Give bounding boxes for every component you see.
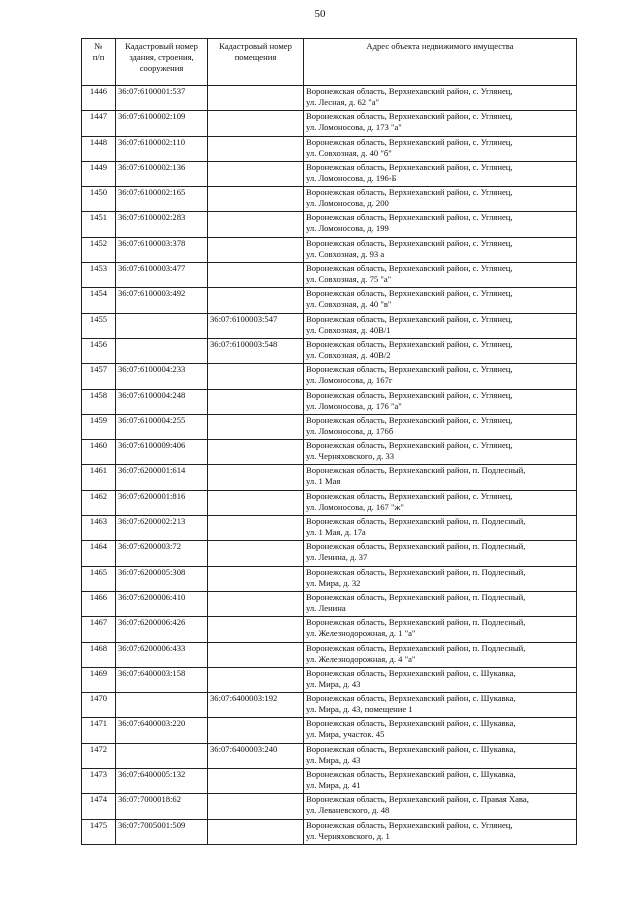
row-number-cell: 1475	[82, 819, 116, 844]
building-cadastral-cell: 36:07:6100004:248	[116, 389, 208, 414]
address-cell	[304, 111, 577, 136]
address-cell	[304, 161, 577, 186]
row-number-cell: 1474	[82, 794, 116, 819]
building-cadastral-cell: 36:07:6200001:614	[116, 465, 208, 490]
building-cadastral-cell: 36:07:6200006:426	[116, 617, 208, 642]
row-number-cell: 1466	[82, 591, 116, 616]
row-number-cell: 1459	[82, 414, 116, 439]
room-cadastral-cell: 36:07:6400003:192	[208, 693, 304, 718]
address-cell	[304, 794, 577, 819]
address-cell	[304, 541, 577, 566]
table-row	[82, 237, 577, 262]
header-address: Адрес объекта недвижимого имущества	[304, 39, 577, 86]
table-row	[82, 819, 577, 844]
table-row	[82, 389, 577, 414]
address-line-street: ул. Мира, д. 43	[306, 754, 361, 765]
row-number-cell: 1465	[82, 566, 116, 591]
row-number-cell: 1461	[82, 465, 116, 490]
row-number-cell: 1472	[82, 743, 116, 768]
row-number-cell: 1452	[82, 237, 116, 262]
room-cadastral-cell	[208, 288, 304, 313]
address-line-street: ул. Мира, д. 41	[306, 780, 361, 791]
table-row	[82, 693, 577, 718]
room-cadastral-cell	[208, 490, 304, 515]
table-row	[82, 516, 577, 541]
address-line-street: ул. Ломоносова, д. 173 "а"	[306, 122, 402, 133]
table-row	[82, 465, 577, 490]
room-cadastral-cell: 36:07:6100003:547	[208, 313, 304, 338]
row-number-cell: 1464	[82, 541, 116, 566]
row-number-cell: 1451	[82, 212, 116, 237]
address-line-street: ул. 1 Мая	[306, 476, 341, 487]
table-row	[82, 667, 577, 692]
row-number-cell: 1473	[82, 769, 116, 794]
room-cadastral-cell	[208, 591, 304, 616]
room-cadastral-cell: 36:07:6100003:548	[208, 338, 304, 363]
table-row	[82, 212, 577, 237]
address-line-street: ул. Ломоносова, д. 176 "а"	[306, 400, 402, 411]
page-number: 50	[314, 8, 326, 20]
address-line-region: Воронежская область, Верхнехавский район, с. Углянец,	[306, 86, 513, 96]
building-cadastral-cell	[116, 743, 208, 768]
address-cell	[304, 819, 577, 844]
building-cadastral-cell: 36:07:6200003:72	[116, 541, 208, 566]
address-line-region: Воронежская область, Верхнехавский район, с. Шукавка,	[306, 667, 516, 678]
address-cell	[304, 389, 577, 414]
address-cell	[304, 364, 577, 389]
table-row	[82, 136, 577, 161]
room-cadastral-cell	[208, 440, 304, 465]
address-line-street: ул. Железнодорожная, д. 1 "а"	[306, 628, 416, 639]
address-line-street: ул. Совхозная, д. 93 а	[306, 248, 385, 259]
table-row	[82, 769, 577, 794]
table-row	[82, 743, 577, 768]
building-cadastral-cell: 36:07:6100003:378	[116, 237, 208, 262]
address-cell	[304, 743, 577, 768]
address-cell	[304, 440, 577, 465]
table-row	[82, 617, 577, 642]
address-cell	[304, 338, 577, 363]
building-cadastral-cell: 36:07:6400003:158	[116, 667, 208, 692]
table-row	[82, 288, 577, 313]
address-cell	[304, 769, 577, 794]
room-cadastral-cell	[208, 212, 304, 237]
table-row	[82, 794, 577, 819]
address-line-region: Воронежская область, Верхнехавский район, с. Углянец,	[306, 414, 513, 425]
room-cadastral-cell	[208, 465, 304, 490]
table-row	[82, 364, 577, 389]
address-line-region: Воронежская область, Верхнехавский район, п. Подлесный,	[306, 541, 526, 552]
address-line-street: ул. Железнодорожная, д. 4 "а"	[306, 653, 416, 664]
table-row	[82, 414, 577, 439]
address-line-region: Воронежская область, Верхнехавский район, п. Подлесный,	[306, 566, 526, 577]
address-line-region: Воронежская область, Верхнехавский район, с. Углянец,	[306, 389, 513, 400]
row-number-cell: 1462	[82, 490, 116, 515]
address-line-street: ул. Ломоносова, д. 176б	[306, 425, 394, 436]
room-cadastral-cell	[208, 111, 304, 136]
header-room-cadastral: Кадастровый номер помещения	[208, 39, 304, 86]
address-line-region: Воронежская область, Верхнехавский район, с. Углянец,	[306, 161, 513, 172]
row-number-cell: 1469	[82, 667, 116, 692]
address-line-region: Воронежская область, Верхнехавский район, с. Шукавка,	[306, 718, 516, 729]
address-line-region: Воронежская область, Верхнехавский район, п. Подлесный,	[306, 642, 526, 653]
building-cadastral-cell: 36:07:6100004:233	[116, 364, 208, 389]
row-number-cell: 1471	[82, 718, 116, 743]
room-cadastral-cell	[208, 86, 304, 111]
row-number-cell: 1468	[82, 642, 116, 667]
address-line-region: Воронежская область, Верхнехавский район, с. Правая Хава,	[306, 794, 529, 805]
room-cadastral-cell	[208, 516, 304, 541]
address-line-region: Воронежская область, Верхнехавский район, с. Углянец,	[306, 212, 513, 223]
room-cadastral-cell	[208, 389, 304, 414]
building-cadastral-cell: 36:07:6100001:537	[116, 86, 208, 111]
address-line-street: ул. Совхозная, д. 40В/1	[306, 324, 391, 335]
address-line-street: ул. Мира, д. 32	[306, 577, 361, 588]
row-number-cell: 1453	[82, 263, 116, 288]
table-row	[82, 313, 577, 338]
address-cell	[304, 187, 577, 212]
building-cadastral-cell	[116, 313, 208, 338]
table-row	[82, 263, 577, 288]
building-cadastral-cell: 36:07:6200006:410	[116, 591, 208, 616]
room-cadastral-cell	[208, 237, 304, 262]
building-cadastral-cell: 36:07:6100004:255	[116, 414, 208, 439]
address-line-street: ул. Мира, д. 43	[306, 678, 361, 689]
address-cell	[304, 617, 577, 642]
address-line-region: Воронежская область, Верхнехавский район, с. Углянец,	[306, 288, 513, 299]
building-cadastral-cell	[116, 693, 208, 718]
building-cadastral-cell: 36:07:6100002:165	[116, 187, 208, 212]
room-cadastral-cell	[208, 718, 304, 743]
room-cadastral-cell: 36:07:6400003:240	[208, 743, 304, 768]
property-table	[81, 38, 577, 845]
address-cell	[304, 212, 577, 237]
building-cadastral-cell: 36:07:6100002:110	[116, 136, 208, 161]
building-cadastral-cell: 36:07:6400005:132	[116, 769, 208, 794]
address-line-street: ул. Ленина, д. 37	[306, 552, 368, 563]
table-row	[82, 541, 577, 566]
table-body	[82, 86, 577, 845]
address-line-street: ул. Ломоносова, д. 200	[306, 198, 389, 209]
building-cadastral-cell: 36:07:6100002:109	[116, 111, 208, 136]
building-cadastral-cell: 36:07:7000018:62	[116, 794, 208, 819]
building-cadastral-cell: 36:07:6100003:477	[116, 263, 208, 288]
address-line-region: Воронежская область, Верхнехавский район, с. Углянец,	[306, 237, 513, 248]
address-cell	[304, 642, 577, 667]
table-row	[82, 566, 577, 591]
address-cell	[304, 516, 577, 541]
row-number-cell: 1467	[82, 617, 116, 642]
row-number-cell: 1449	[82, 161, 116, 186]
table-row	[82, 338, 577, 363]
address-line-street: ул. Лесная, д. 62 "а"	[306, 97, 380, 107]
address-cell	[304, 136, 577, 161]
building-cadastral-cell: 36:07:6100002:283	[116, 212, 208, 237]
address-line-region: Воронежская область, Верхнехавский район, с. Углянец,	[306, 111, 513, 122]
address-line-street: ул. Черняховского, д. 33	[306, 451, 395, 462]
address-line-region: Воронежская область, Верхнехавский район, п. Подлесный,	[306, 591, 526, 602]
address-line-region: Воронежская область, Верхнехавский район, п. Подлесный,	[306, 617, 526, 628]
address-line-street: ул. Совхозная, д. 40В/2	[306, 349, 391, 360]
building-cadastral-cell: 36:07:6400003:220	[116, 718, 208, 743]
room-cadastral-cell	[208, 364, 304, 389]
address-line-street: ул. Леваневского, д. 48	[306, 805, 390, 816]
address-line-region: Воронежская область, Верхнехавский район, с. Углянец,	[306, 440, 513, 451]
row-number-cell: 1454	[82, 288, 116, 313]
room-cadastral-cell	[208, 136, 304, 161]
table-row	[82, 440, 577, 465]
address-line-region: Воронежская область, Верхнехавский район, с. Шукавка,	[306, 769, 516, 780]
row-number-cell: 1450	[82, 187, 116, 212]
room-cadastral-cell	[208, 263, 304, 288]
address-line-street: ул. Ломоносова, д. 167г	[306, 375, 393, 386]
building-cadastral-cell: 36:07:6100009:406	[116, 440, 208, 465]
room-cadastral-cell	[208, 617, 304, 642]
address-cell	[304, 263, 577, 288]
room-cadastral-cell	[208, 642, 304, 667]
address-cell	[304, 718, 577, 743]
address-cell	[304, 288, 577, 313]
room-cadastral-cell	[208, 414, 304, 439]
room-cadastral-cell	[208, 769, 304, 794]
row-number-cell: 1457	[82, 364, 116, 389]
building-cadastral-cell: 36:07:7005001:509	[116, 819, 208, 844]
address-line-region: Воронежская область, Верхнехавский район, п. Подлесный,	[306, 516, 526, 527]
table-row	[82, 591, 577, 616]
row-number-cell: 1446	[82, 86, 116, 111]
room-cadastral-cell	[208, 187, 304, 212]
address-line-street: ул. 1 Мая, д. 17а	[306, 527, 366, 538]
room-cadastral-cell	[208, 161, 304, 186]
row-number-cell: 1460	[82, 440, 116, 465]
address-cell	[304, 490, 577, 515]
row-number-cell: 1447	[82, 111, 116, 136]
header-building-cadastral: Кадастровый номер здания, строения, сооружения	[116, 39, 208, 86]
address-line-region: Воронежская область, Верхнехавский район, с. Углянец,	[306, 490, 513, 501]
table-row	[82, 86, 577, 111]
address-line-region: Воронежская область, Верхнехавский район, с. Углянец,	[306, 313, 513, 324]
address-line-street: ул. Мира, участок. 45	[306, 729, 385, 740]
building-cadastral-cell: 36:07:6100002:136	[116, 161, 208, 186]
address-line-street: ул. Ломоносова, д. 167 "ж"	[306, 501, 404, 512]
table-row	[82, 111, 577, 136]
table-row	[82, 642, 577, 667]
row-number-cell: 1455	[82, 313, 116, 338]
address-cell	[304, 237, 577, 262]
room-cadastral-cell	[208, 541, 304, 566]
address-line-street: ул. Совхозная, д. 75 "а"	[306, 274, 392, 285]
building-cadastral-cell	[116, 338, 208, 363]
room-cadastral-cell	[208, 566, 304, 591]
address-cell	[304, 465, 577, 490]
building-cadastral-cell: 36:07:6200002:213	[116, 516, 208, 541]
address-line-region: Воронежская область, Верхнехавский район, с. Углянец,	[306, 819, 513, 830]
address-line-street: ул. Мира, д. 43, помещение 1	[306, 704, 413, 715]
address-line-street: ул. Совхозная, д. 40 "б"	[306, 147, 392, 158]
room-cadastral-cell	[208, 667, 304, 692]
building-cadastral-cell: 36:07:6100003:492	[116, 288, 208, 313]
address-line-region: Воронежская область, Верхнехавский район, с. Углянец,	[306, 338, 513, 349]
address-cell	[304, 86, 577, 111]
address-line-region: Воронежская область, Верхнехавский район, п. Подлесный,	[306, 465, 526, 476]
address-cell	[304, 591, 577, 616]
address-line-street: ул. Ленина	[306, 602, 346, 613]
address-line-street: ул. Ломоносова, д. 196-Б	[306, 172, 397, 183]
address-cell	[304, 693, 577, 718]
address-line-region: Воронежская область, Верхнехавский район, с. Углянец,	[306, 187, 513, 198]
address-line-region: Воронежская область, Верхнехавский район, с. Шукавка,	[306, 743, 516, 754]
address-line-region: Воронежская область, Верхнехавский район, с. Углянец,	[306, 364, 513, 375]
table-row	[82, 490, 577, 515]
room-cadastral-cell	[208, 819, 304, 844]
table-row	[82, 187, 577, 212]
address-line-street: ул. Черняховского, д. 1	[306, 830, 390, 841]
address-cell	[304, 566, 577, 591]
table-row	[82, 718, 577, 743]
row-number-cell: 1448	[82, 136, 116, 161]
building-cadastral-cell: 36:07:6200006:433	[116, 642, 208, 667]
table-header-row	[82, 39, 577, 86]
address-cell	[304, 667, 577, 692]
address-cell	[304, 313, 577, 338]
room-cadastral-cell	[208, 794, 304, 819]
header-row-number: № п/п	[82, 39, 116, 86]
address-line-region: Воронежская область, Верхнехавский район, с. Углянец,	[306, 263, 513, 274]
building-cadastral-cell: 36:07:6200005:308	[116, 566, 208, 591]
table-row	[82, 161, 577, 186]
row-number-cell: 1470	[82, 693, 116, 718]
address-line-street: ул. Ломоносова, д. 199	[306, 223, 389, 234]
address-line-region: Воронежская область, Верхнехавский район, с. Шукавка,	[306, 693, 516, 704]
address-line-region: Воронежская область, Верхнехавский район, с. Углянец,	[306, 136, 513, 147]
row-number-cell: 1456	[82, 338, 116, 363]
row-number-cell: 1463	[82, 516, 116, 541]
row-number-cell: 1458	[82, 389, 116, 414]
address-line-street: ул. Совхозная, д. 40 "в"	[306, 299, 392, 310]
address-cell	[304, 414, 577, 439]
building-cadastral-cell: 36:07:6200001:816	[116, 490, 208, 515]
